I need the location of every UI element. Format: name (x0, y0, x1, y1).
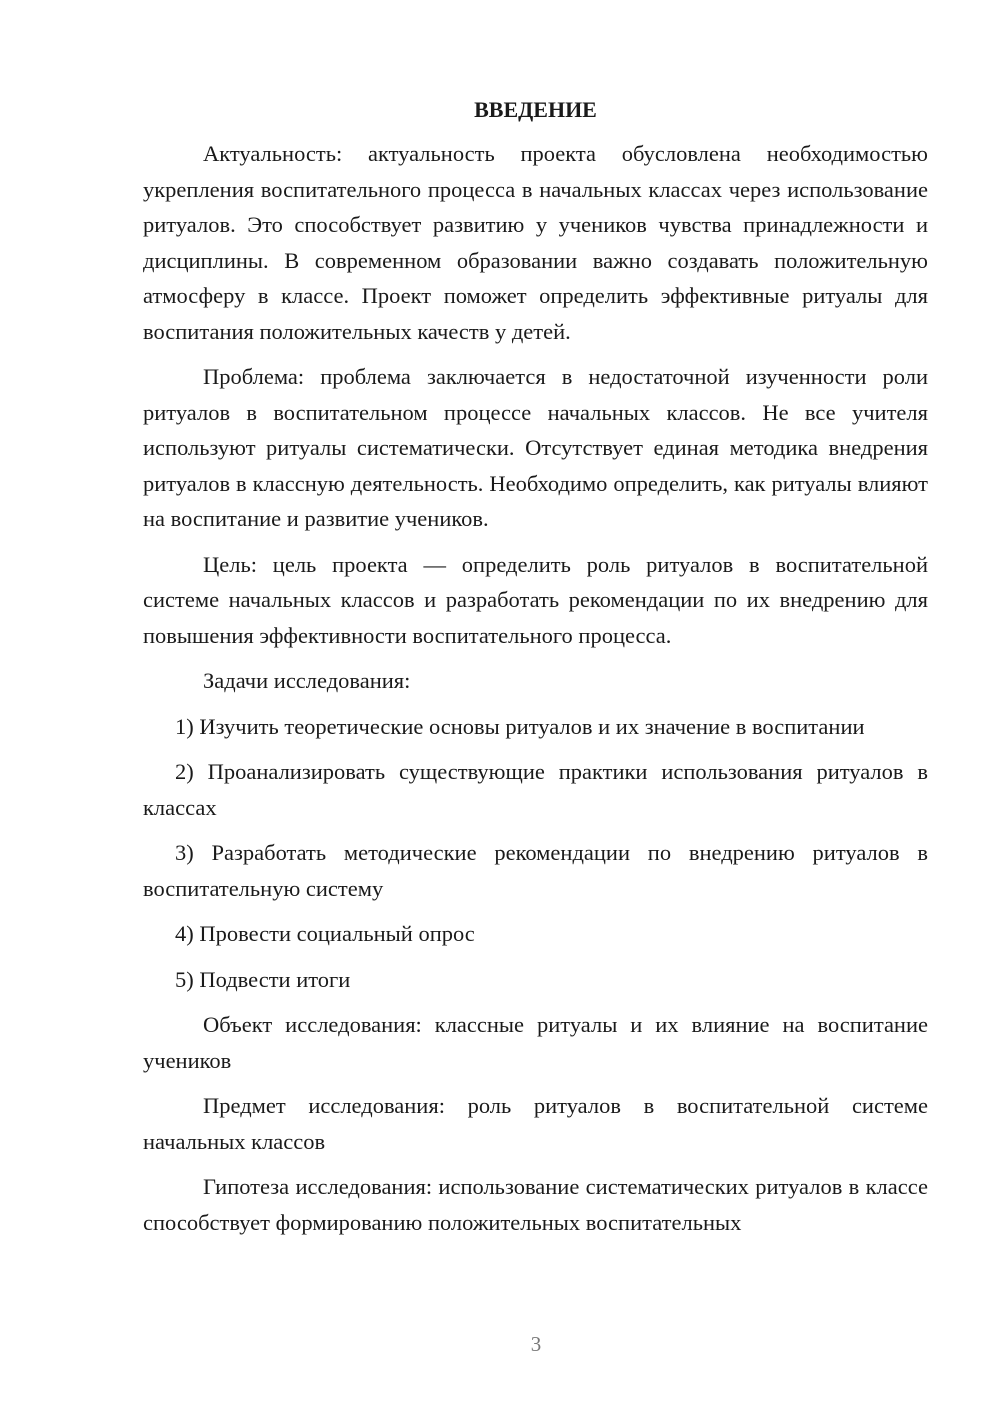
problem-paragraph: Проблема: проблема заключается в недостаточной изученности роли ритуалов в воспитательном процессе начальных классов. Не все учителя используют ритуалы систематически. Отсутствует единая методика внедрения ритуалов в классную деятельность. Необходимо определить, как ритуалы влияют на воспитание и развитие учеников. (143, 364, 928, 531)
object-paragraph: Объект исследования: классные ритуалы и их влияние на воспитание учеников (143, 1012, 928, 1073)
goal-paragraph: Цель: цель проекта — определить роль ритуалов в воспитательной системе начальных классов и разработать рекомендации по их внедрению для повышения эффективности воспитательного процесса. (143, 551, 928, 648)
subject-paragraph: Предмет исследования: роль ритуалов в воспитательной системе начальных классов (143, 1093, 928, 1154)
document-page (143, 92, 928, 1250)
hypothesis-paragraph: Гипотеза исследования: использование систематических ритуалов в классе способствует формированию положительных воспитательных (143, 1174, 928, 1235)
task-item: 3) Разработать методические рекомендации по внедрению ритуалов в воспитательную систему (143, 840, 928, 901)
tasks-list (143, 709, 928, 998)
tasks-heading: Задачи исследования: (203, 668, 411, 693)
task-item: 1) Изучить теоретические основы ритуалов и их значение в воспитании (175, 713, 865, 739)
page-number: 3 (530, 1332, 542, 1356)
section-title: ВВЕДЕНИЕ (474, 97, 597, 122)
task-item: 2) Проанализировать существующие практики использования ритуалов в классах (143, 759, 928, 820)
task-item: 4) Провести социальный опрос (175, 921, 475, 946)
task-item: 5) Подвести итоги (175, 966, 351, 992)
relevance-paragraph: Актуальность: актуальность проекта обусловлена необходимостью укрепления воспитательного процесса в начальных классах через использование ритуалов. Это способствует развитию у учеников чувства принадлежности и дисциплины. В современном образовании важно создавать положительную атмосферу в классе. Проект поможет определить эффективные ритуалы для воспитания положительных качеств у детей. (143, 141, 928, 344)
